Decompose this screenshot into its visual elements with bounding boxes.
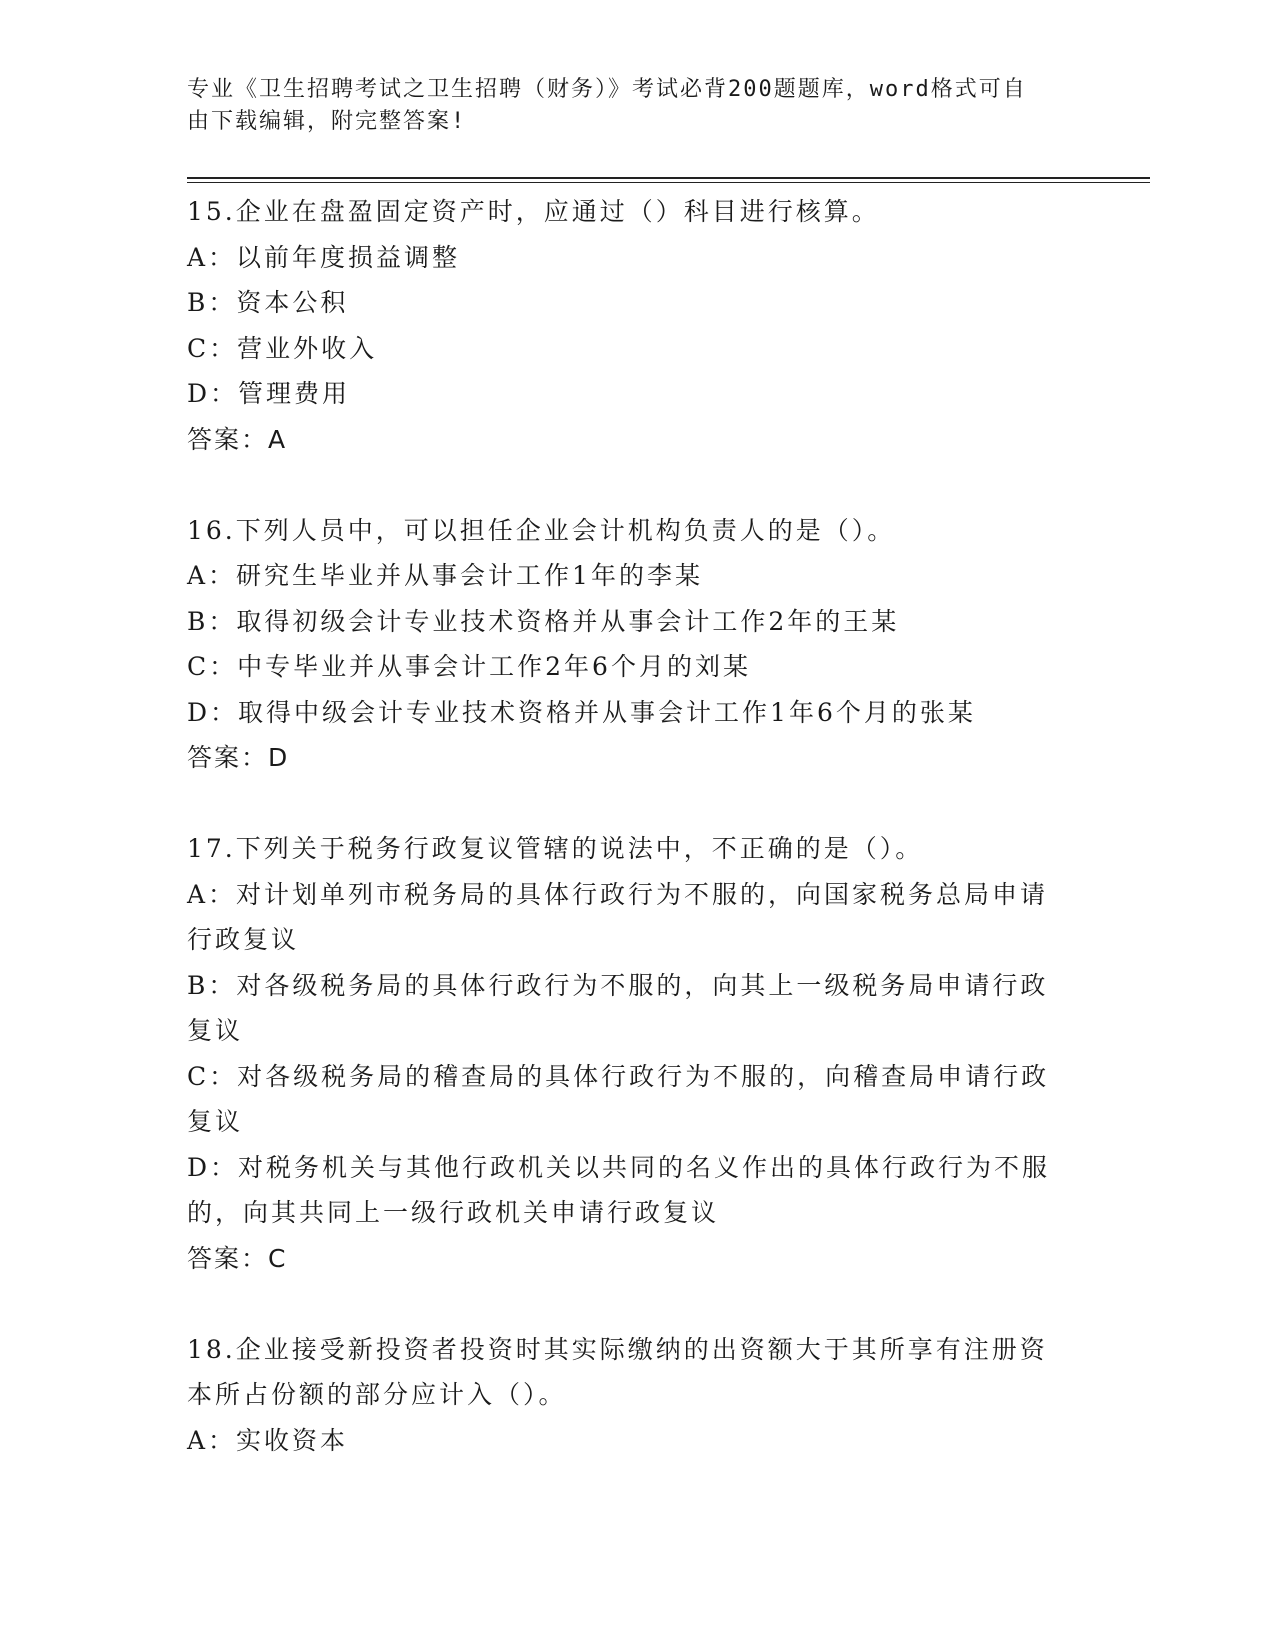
question-stem: 15.企业在盘盈固定资产时，应通过（）科目进行核算。	[187, 197, 880, 226]
option-a-continued: 行政复议	[187, 925, 300, 954]
answer-line: 答案：D	[187, 743, 290, 772]
question-list	[187, 189, 1067, 1463]
header-divider-thin	[187, 182, 1150, 183]
option-b: B：资本公积	[187, 288, 349, 317]
question-stem: 16.下列人员中，可以担任企业会计机构负责人的是（）。	[187, 515, 896, 545]
question-17	[187, 826, 1067, 1281]
question-16	[187, 508, 1067, 781]
question-stem: 17.下列关于税务行政复议管辖的说法中，不正确的是（）。	[187, 834, 924, 863]
option-c-continued: 复议	[187, 1107, 244, 1136]
header-line-1: 专业《卫生招聘考试之卫生招聘（财务）》考试必背200题题库，word格式可自	[187, 77, 1027, 102]
answer-line: 答案：A	[187, 424, 288, 454]
option-a: A：对计划单列市税务局的具体行政行为不服的，向国家税务总局申请	[187, 879, 1049, 909]
header-divider-thick	[187, 177, 1150, 179]
option-d: D：取得中级会计专业技术资格并从事会计工作1年6个月的张某	[187, 697, 976, 727]
answer-line: 答案：C	[187, 1243, 288, 1273]
option-d-continued: 的，向其共同上一级行政机关申请行政复议	[187, 1198, 720, 1227]
option-a: A：研究生毕业并从事会计工作1年的李某	[187, 561, 703, 590]
option-d: D：对税务机关与其他行政机关以共同的名义作出的具体行政行为不服	[187, 1152, 1051, 1182]
option-a: A：以前年度损益调整	[187, 242, 461, 272]
question-gap	[187, 781, 1067, 827]
option-c: C：营业外收入	[187, 333, 378, 363]
option-c: C：中专毕业并从事会计工作2年6个月的刘某	[187, 652, 751, 681]
option-c: C：对各级税务局的稽查局的具体行政行为不服的，向稽查局申请行政	[187, 1061, 1050, 1091]
option-b: B：对各级税务局的具体行政行为不服的，向其上一级税务局申请行政	[187, 970, 1049, 1000]
document-header	[187, 74, 1067, 138]
option-a: A：实收资本	[187, 1425, 349, 1455]
option-b-continued: 复议	[187, 1016, 244, 1045]
question-stem-continued: 本所占份额的部分应计入（）。	[187, 1380, 567, 1409]
question-gap	[187, 1281, 1067, 1327]
question-stem: 18.企业接受新投资者投资时其实际缴纳的出资额大于其所享有注册资	[187, 1334, 1048, 1364]
option-b: B：取得初级会计专业技术资格并从事会计工作2年的王某	[187, 606, 900, 636]
header-line-2: 由下载编辑，附完整答案!	[187, 109, 467, 134]
question-18	[187, 1327, 1067, 1464]
question-15	[187, 189, 1067, 462]
question-gap	[187, 462, 1067, 508]
option-d: D：管理费用	[187, 379, 351, 408]
